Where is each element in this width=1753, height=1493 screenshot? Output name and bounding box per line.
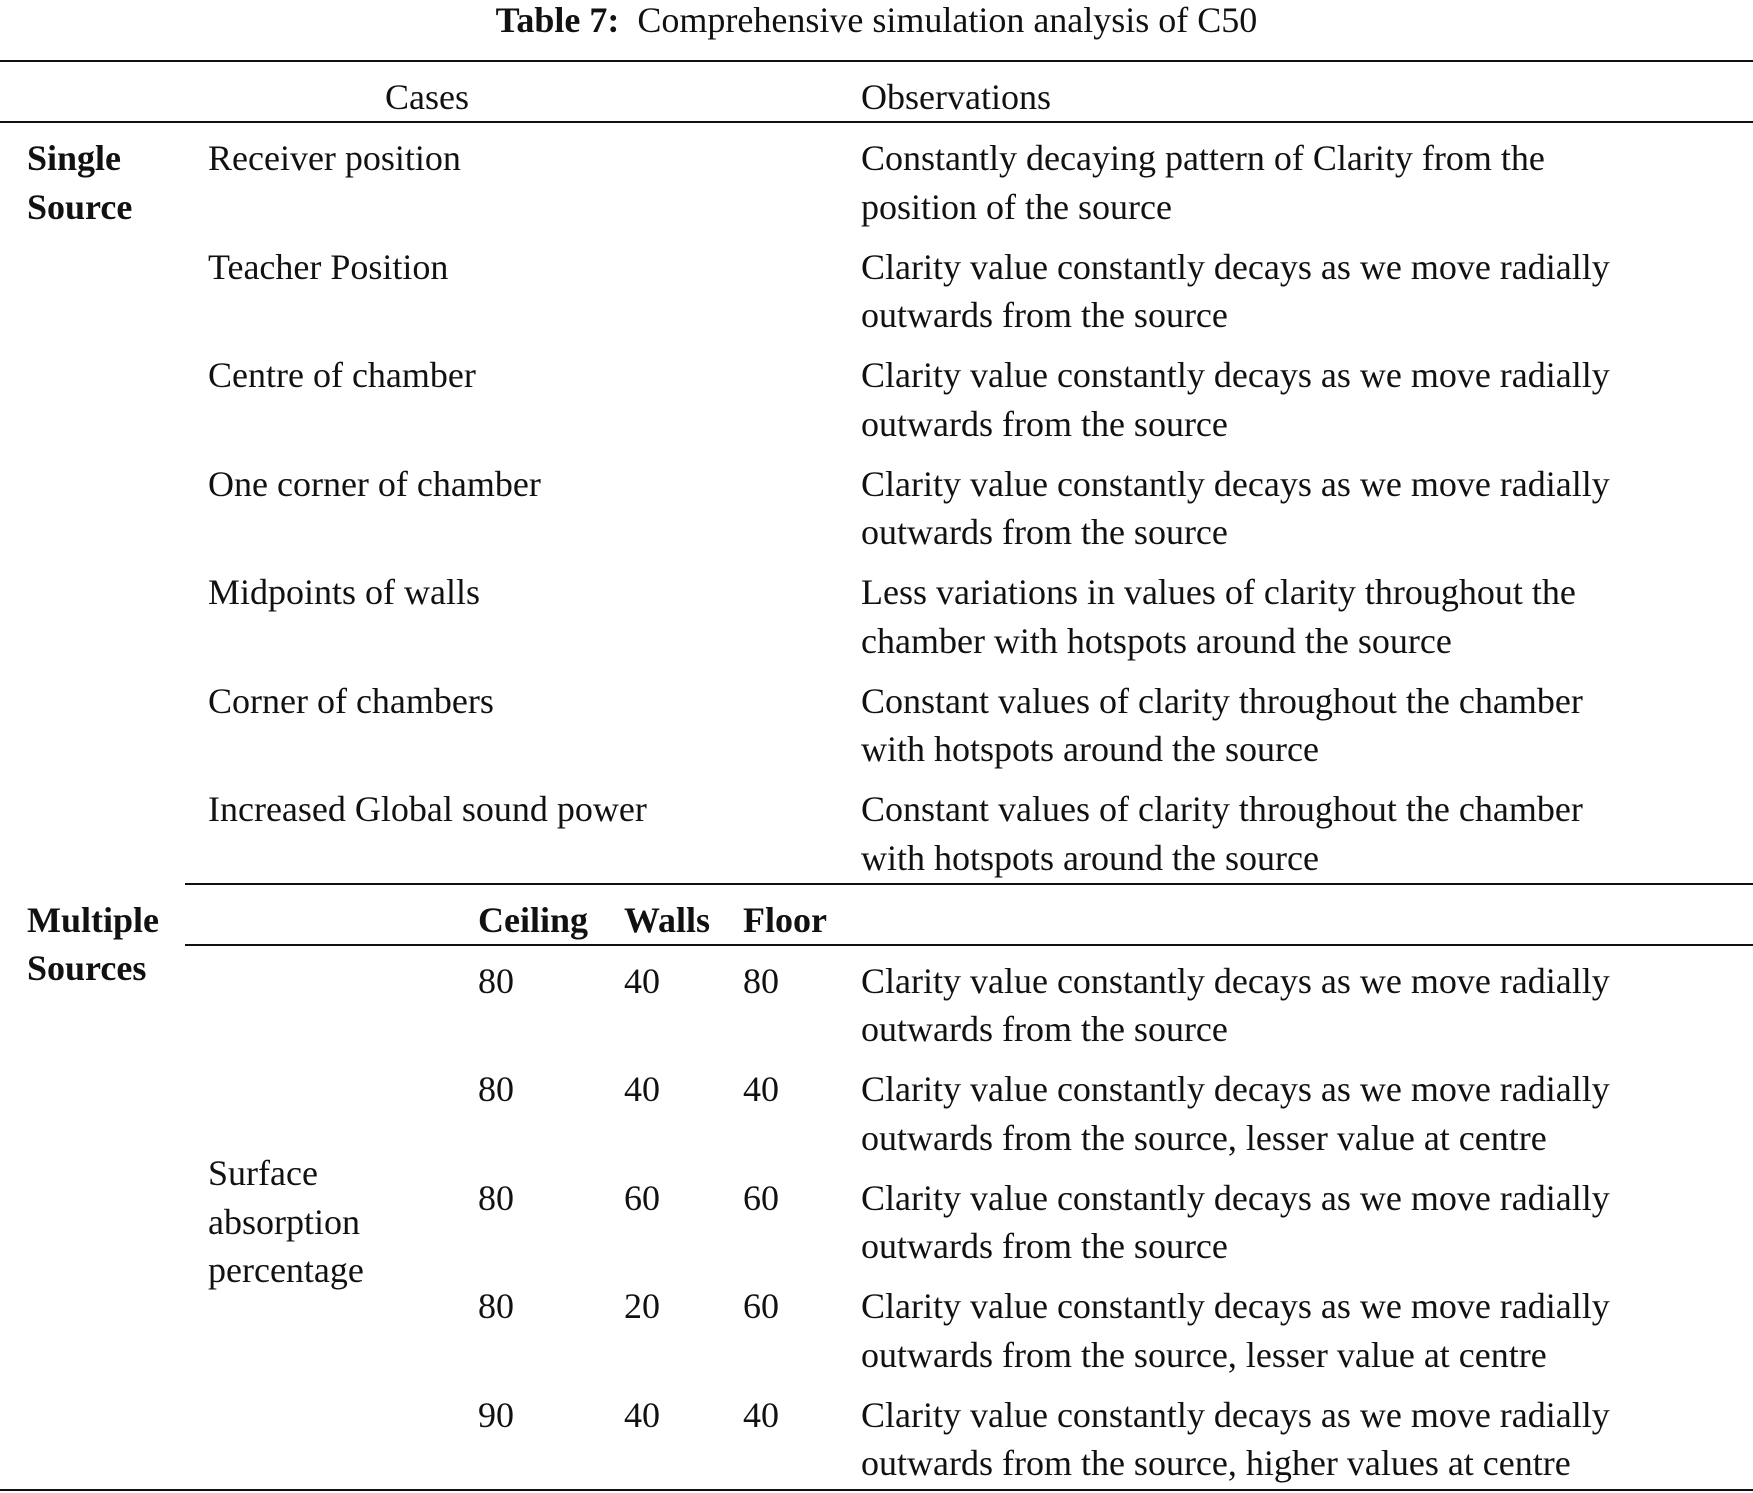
header-observations: Observations: [861, 77, 1051, 117]
group-multiple-sources-line1: Multiple: [27, 900, 159, 940]
multi-row-0-obs-line1: Clarity value constantly decays as we move radially: [861, 961, 1610, 1001]
table-caption-text: Comprehensive simulation analysis of C50: [637, 0, 1258, 40]
multi-row-3-floor: 60: [743, 1286, 779, 1326]
single-row-1-obs-line2: outwards from the source: [861, 295, 1228, 335]
group-single-source-line1: Single: [27, 138, 122, 178]
single-row-6-obs-line1: Constant values of clarity throughout the chamber: [861, 789, 1583, 829]
multi-row-2-walls: 60: [624, 1178, 660, 1218]
single-row-3-obs-line2: outwards from the source: [861, 512, 1228, 552]
single-row-0-obs-line2: position of the source: [861, 187, 1172, 227]
case-surface-line1: Surface: [208, 1153, 318, 1193]
multi-row-0-walls: 40: [624, 961, 660, 1001]
multi-row-1-ceiling: 80: [478, 1069, 514, 1109]
single-row-5-case: Corner of chambers: [208, 681, 494, 721]
single-row-5-obs-line2: with hotspots around the source: [861, 729, 1319, 769]
subheader-ceiling: Ceiling: [478, 900, 589, 940]
single-row-6-case: Increased Global sound power: [208, 789, 647, 829]
multi-row-3-obs-line2: outwards from the source, lesser value at centre: [861, 1335, 1547, 1375]
multi-row-1-obs-line2: outwards from the source, lesser value at centre: [861, 1118, 1547, 1158]
multi-row-1-walls: 40: [624, 1069, 660, 1109]
section-rule: [185, 883, 1753, 885]
single-row-5-obs-line1: Constant values of clarity throughout the chamber: [861, 681, 1583, 721]
multi-row-4-ceiling: 90: [478, 1395, 514, 1435]
multi-row-4-obs-line1: Clarity value constantly decays as we move radially: [861, 1395, 1610, 1435]
single-row-0-obs-line1: Constantly decaying pattern of Clarity from the: [861, 138, 1545, 178]
single-row-4-case: Midpoints of walls: [208, 572, 481, 612]
multi-row-3-ceiling: 80: [478, 1286, 514, 1326]
case-surface-line3: percentage: [208, 1250, 364, 1290]
group-multiple-sources-line2: Sources: [27, 948, 147, 988]
multi-row-1-obs-line1: Clarity value constantly decays as we move radially: [861, 1069, 1610, 1109]
multi-row-3-walls: 20: [624, 1286, 660, 1326]
group-single-source-line2: Source: [27, 187, 133, 227]
single-row-6-obs-line2: with hotspots around the source: [861, 838, 1319, 878]
single-row-0-case: Receiver position: [208, 138, 461, 178]
multi-row-0-floor: 80: [743, 961, 779, 1001]
top-rule: [0, 60, 1753, 62]
single-row-1-case: Teacher Position: [208, 247, 449, 287]
subheader-walls: Walls: [624, 900, 711, 940]
multi-row-0-obs-line2: outwards from the source: [861, 1009, 1228, 1049]
multi-row-2-ceiling: 80: [478, 1178, 514, 1218]
multi-row-2-obs-line1: Clarity value constantly decays as we move radially: [861, 1178, 1610, 1218]
case-surface-line2: absorption: [208, 1202, 360, 1242]
single-row-3-obs-line1: Clarity value constantly decays as we move radially: [861, 464, 1610, 504]
table-caption-label: Table 7:: [495, 0, 620, 40]
multi-row-3-obs-line1: Clarity value constantly decays as we move radially: [861, 1286, 1610, 1326]
multi-row-4-obs-line2: outwards from the source, higher values at centre: [861, 1443, 1571, 1483]
table-caption: [0, 0, 1753, 40]
single-row-2-obs-line1: Clarity value constantly decays as we move radially: [861, 355, 1610, 395]
multi-row-2-floor: 60: [743, 1178, 779, 1218]
multi-row-4-floor: 40: [743, 1395, 779, 1435]
single-row-4-obs-line1: Less variations in values of clarity throughout the: [861, 572, 1576, 612]
multi-row-2-obs-line2: outwards from the source: [861, 1226, 1228, 1266]
subheader-rule: [185, 944, 1753, 946]
multi-row-0-ceiling: 80: [478, 961, 514, 1001]
multi-row-1-floor: 40: [743, 1069, 779, 1109]
single-row-3-case: One corner of chamber: [208, 464, 541, 504]
subheader-floor: Floor: [743, 900, 827, 940]
single-row-2-case: Centre of chamber: [208, 355, 476, 395]
bottom-rule: [0, 1489, 1753, 1491]
single-row-1-obs-line1: Clarity value constantly decays as we move radially: [861, 247, 1610, 287]
single-row-4-obs-line2: chamber with hotspots around the source: [861, 621, 1452, 661]
single-row-2-obs-line2: outwards from the source: [861, 404, 1228, 444]
header-cases: Cases: [385, 77, 469, 117]
multi-row-4-walls: 40: [624, 1395, 660, 1435]
